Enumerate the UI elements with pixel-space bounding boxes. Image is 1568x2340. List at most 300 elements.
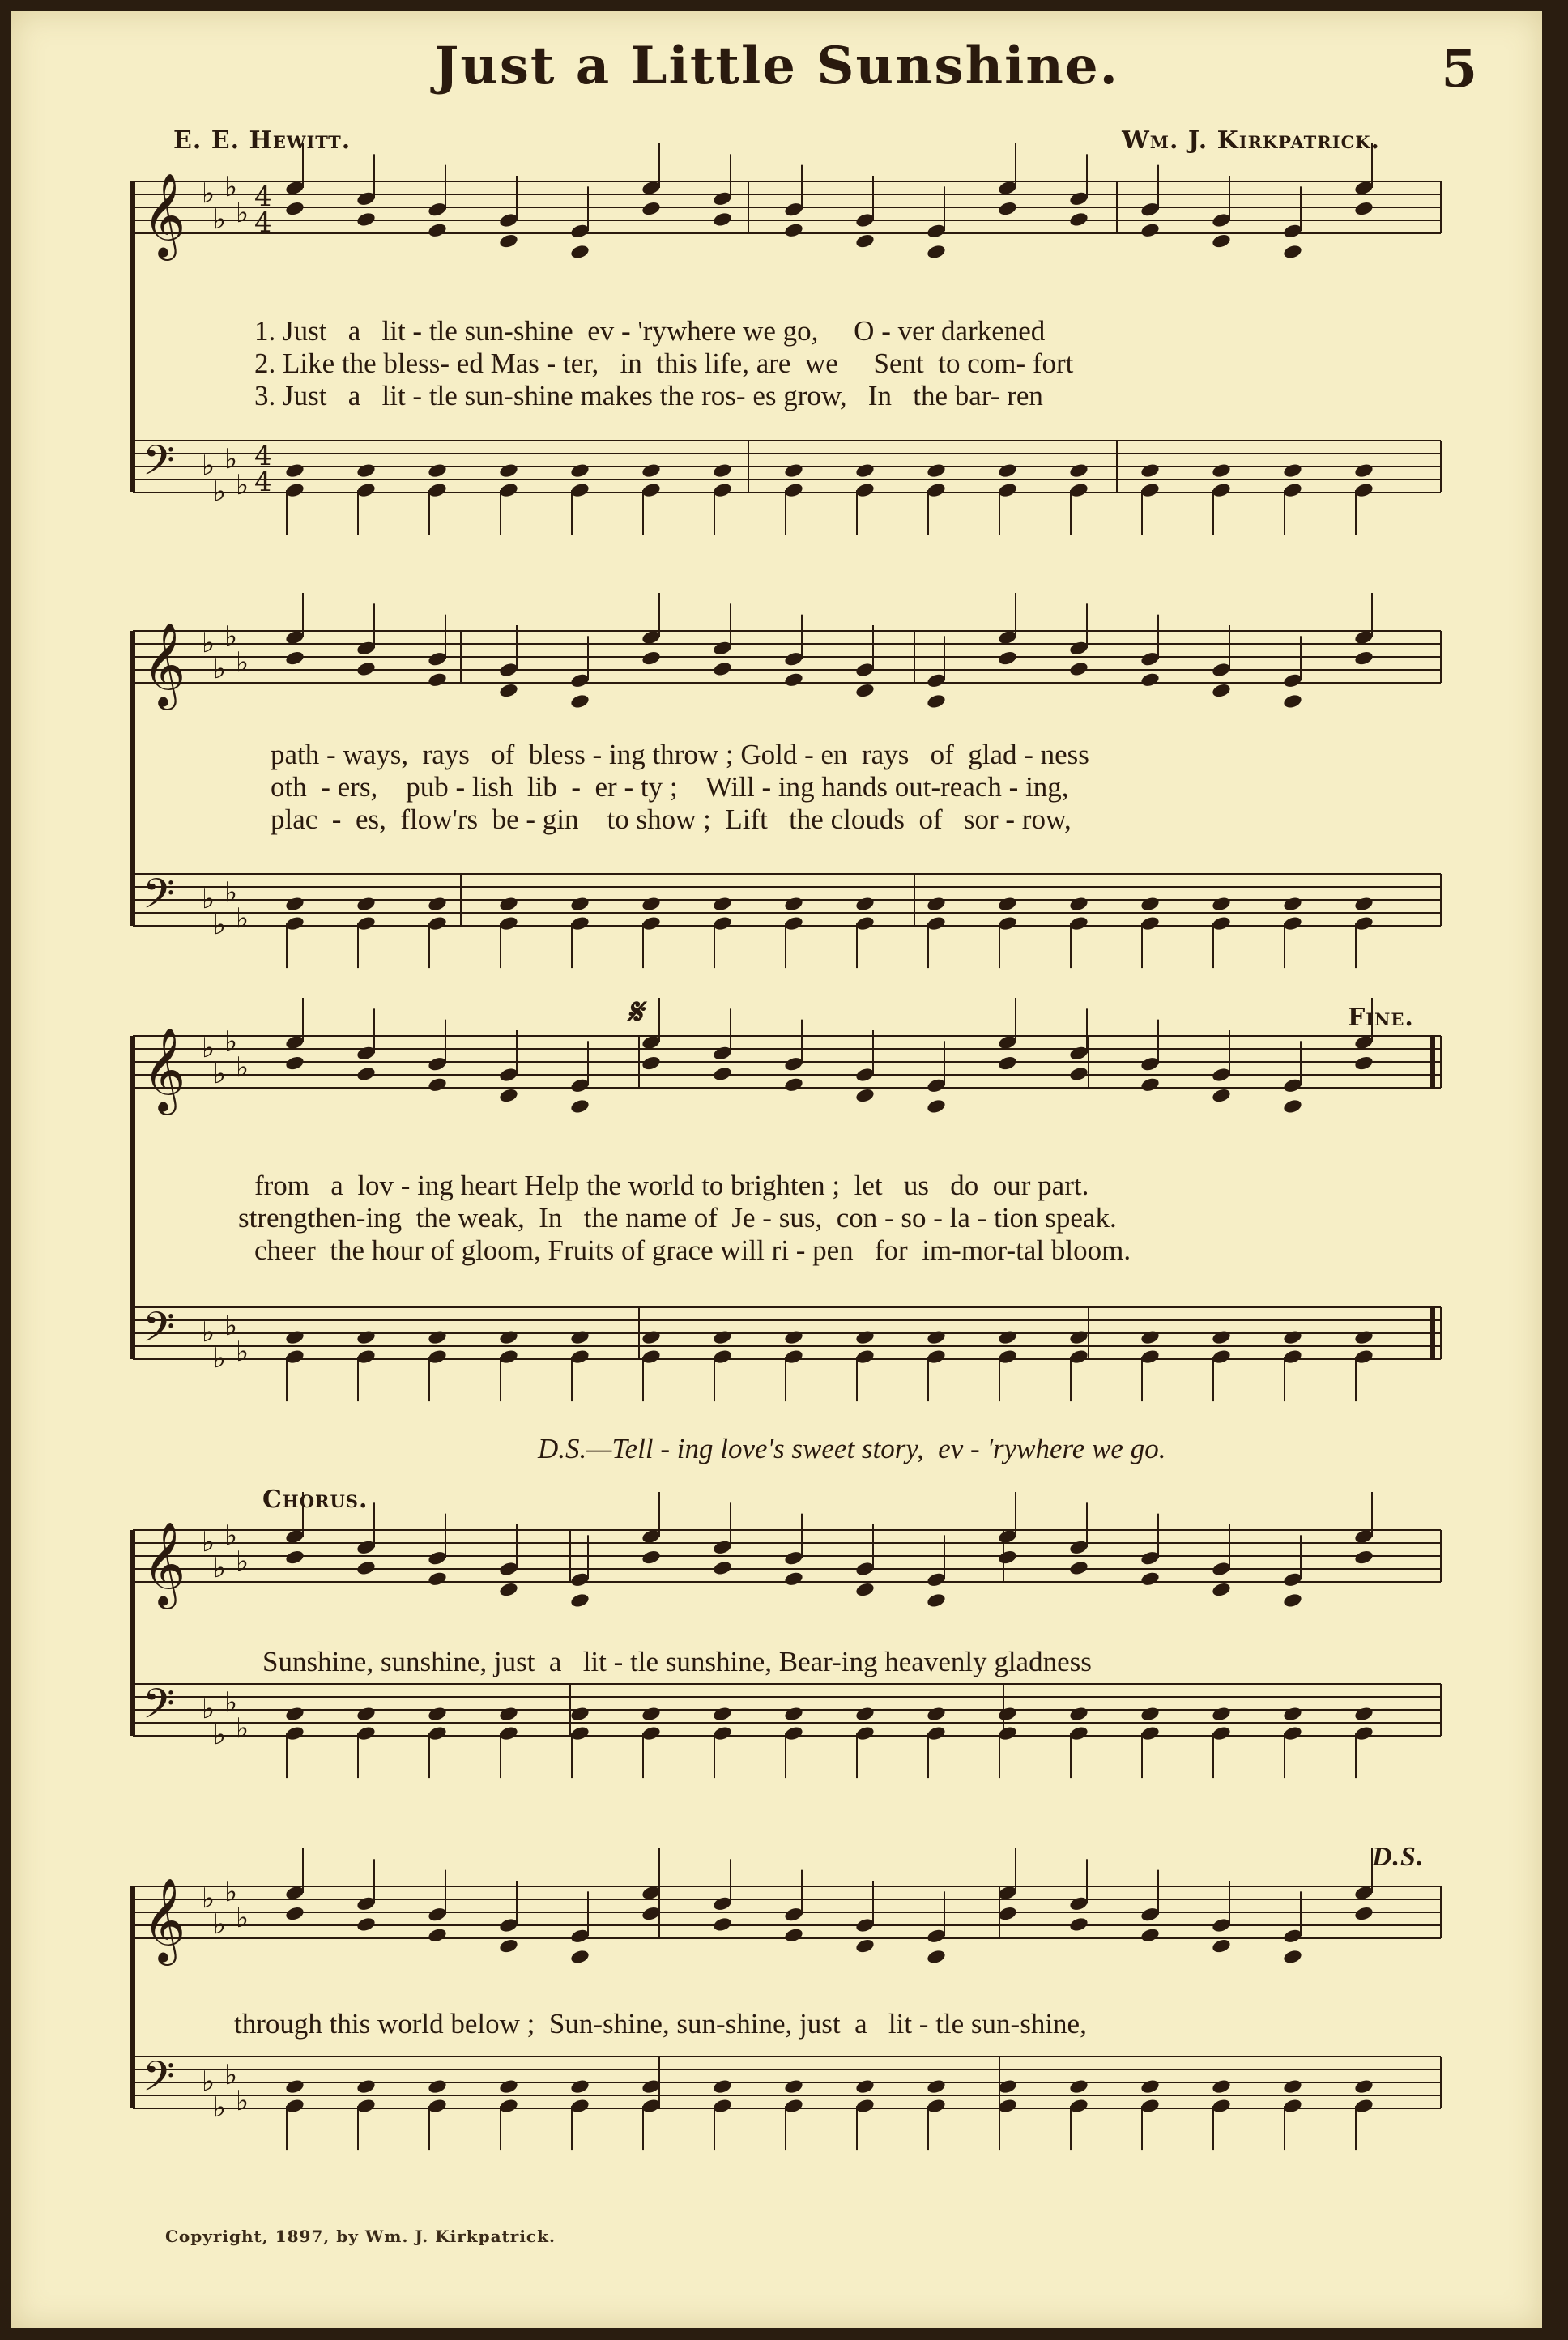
- note-head: [1068, 2098, 1089, 2115]
- note-head: [284, 1055, 305, 1072]
- note-head: [1211, 1561, 1231, 1578]
- flat-icon: ♭: [224, 1310, 238, 1342]
- ds-end-marking: D.S.: [1372, 1842, 1425, 1872]
- note-head: [641, 1706, 661, 1723]
- note-head: [1282, 693, 1302, 710]
- flat-icon: ♭: [202, 1882, 215, 1915]
- note-head: [1140, 671, 1160, 688]
- time-signature: 4: [254, 207, 272, 239]
- note-head: [1140, 1706, 1160, 1723]
- note-head: [356, 2098, 376, 2115]
- note-head: [1068, 896, 1089, 913]
- note-head: [1282, 2078, 1302, 2095]
- note-head: [783, 650, 803, 667]
- note-head: [498, 1067, 518, 1084]
- note-head: [1068, 661, 1089, 678]
- note-head: [783, 222, 803, 239]
- note-head: [712, 190, 732, 207]
- note-head: [427, 671, 447, 688]
- note-head: [427, 1706, 447, 1723]
- fine-marking: Fine.: [1348, 1004, 1414, 1032]
- note-head: [1211, 1937, 1231, 1954]
- note-head: [854, 1581, 875, 1598]
- note-head: [284, 1549, 305, 1566]
- note-head: [498, 1917, 518, 1934]
- note-head: [1140, 1329, 1160, 1346]
- note-head: [1282, 1725, 1302, 1742]
- note-head: [356, 640, 376, 657]
- note-head: [1353, 1329, 1374, 1346]
- note-head: [926, 896, 946, 913]
- note-head: [854, 682, 875, 699]
- note-head: [356, 1329, 376, 1346]
- note-head: [712, 1045, 732, 1062]
- note-head: [1282, 915, 1302, 932]
- note-head: [783, 2098, 803, 2115]
- note-head: [641, 2098, 661, 2115]
- note-head: [783, 915, 803, 932]
- note-head: [641, 1349, 661, 1366]
- note-head: [427, 1927, 447, 1944]
- note-head: [783, 1549, 803, 1566]
- note-head: [1282, 1329, 1302, 1346]
- note-head: [997, 650, 1017, 667]
- note-head: [284, 462, 305, 480]
- treble-clef-icon: 𝄞: [143, 173, 186, 258]
- flat-icon: ♭: [202, 1526, 215, 1558]
- flat-icon: ♭: [213, 1342, 227, 1375]
- note-head: [712, 2078, 732, 2095]
- note-head: [356, 462, 376, 480]
- lyric-line: cheer the hour of gloom, Fruits of grace will ri - pen for im-mor-tal bloom.: [254, 1234, 1131, 1266]
- note-head: [356, 1539, 376, 1556]
- flat-icon: ♭: [224, 443, 238, 475]
- note-head: [641, 482, 661, 499]
- lyric-line: through this world below ; Sun-shine, sun-shine, just a lit - tle sun-shine,: [234, 2008, 1087, 2040]
- note-head: [498, 1561, 518, 1578]
- note-head: [498, 1087, 518, 1104]
- note-head: [1068, 1066, 1089, 1083]
- note-head: [926, 1706, 946, 1723]
- note-head: [1211, 682, 1231, 699]
- note-head: [712, 661, 732, 678]
- note-head: [569, 1592, 590, 1609]
- note-head: [783, 462, 803, 480]
- flat-icon: ♭: [202, 177, 215, 210]
- note-head: [783, 1927, 803, 1944]
- note-head: [926, 1725, 946, 1742]
- note-head: [854, 2098, 875, 2115]
- flat-icon: ♭: [202, 883, 215, 915]
- time-signature: 4: [254, 181, 272, 213]
- note-head: [1068, 915, 1089, 932]
- flat-icon: ♭: [202, 1693, 215, 1725]
- note-head: [854, 1349, 875, 1366]
- note-head: [1211, 1329, 1231, 1346]
- treble-clef-icon: 𝄞: [143, 1878, 186, 1963]
- note-head: [427, 201, 447, 218]
- note-head: [641, 462, 661, 480]
- note-head: [997, 1349, 1017, 1366]
- note-head: [712, 1916, 732, 1933]
- note-head: [783, 1329, 803, 1346]
- note-head: [1353, 2078, 1374, 2095]
- note-head: [427, 1906, 447, 1923]
- note-head: [356, 1560, 376, 1577]
- flat-icon: ♭: [213, 1552, 227, 1584]
- note-head: [854, 462, 875, 480]
- note-head: [783, 1906, 803, 1923]
- note-head: [284, 1706, 305, 1723]
- note-head: [854, 1087, 875, 1104]
- note-head: [569, 223, 590, 240]
- note-head: [284, 896, 305, 913]
- bass-clef-icon: 𝄢: [143, 1302, 175, 1362]
- note-head: [854, 482, 875, 499]
- note-head: [569, 482, 590, 499]
- note-head: [569, 1077, 590, 1094]
- note-head: [498, 2098, 518, 2115]
- note-head: [1140, 1725, 1160, 1742]
- note-head: [1068, 1349, 1089, 1366]
- note-head: [641, 915, 661, 932]
- note-head: [641, 200, 661, 217]
- flat-icon: ♭: [236, 1712, 249, 1745]
- flat-icon: ♭: [236, 902, 249, 935]
- note-head: [356, 1349, 376, 1366]
- note-head: [641, 896, 661, 913]
- note-head: [356, 1045, 376, 1062]
- note-head: [569, 915, 590, 932]
- flat-icon: ♭: [213, 653, 227, 685]
- note-head: [427, 1349, 447, 1366]
- note-head: [356, 1725, 376, 1742]
- note-head: [427, 462, 447, 480]
- note-head: [712, 2098, 732, 2115]
- note-head: [641, 1905, 661, 1922]
- lyric-line: oth - ers, pub - lish lib - er - ty ; Will - ing hands out-reach - ing,: [271, 771, 1069, 803]
- note-head: [997, 915, 1017, 932]
- note-head: [427, 2078, 447, 2095]
- note-head: [926, 2098, 946, 2115]
- note-head: [1140, 1076, 1160, 1093]
- note-head: [1353, 200, 1374, 217]
- note-head: [1068, 1329, 1089, 1346]
- note-head: [1211, 1087, 1231, 1104]
- note-head: [1211, 1706, 1231, 1723]
- note-head: [427, 1549, 447, 1566]
- chorus-label: Chorus.: [262, 1485, 369, 1514]
- note-head: [569, 693, 590, 710]
- note-head: [498, 1349, 518, 1366]
- note-head: [427, 482, 447, 499]
- note-head: [1140, 1349, 1160, 1366]
- note-head: [783, 482, 803, 499]
- note-head: [569, 1349, 590, 1366]
- note-head: [1353, 1349, 1374, 1366]
- note-head: [1282, 244, 1302, 261]
- note-head: [997, 1549, 1017, 1566]
- note-head: [1068, 1895, 1089, 1912]
- note-head: [783, 1725, 803, 1742]
- note-head: [569, 672, 590, 689]
- note-head: [1282, 462, 1302, 480]
- note-head: [498, 482, 518, 499]
- note-head: [1282, 1592, 1302, 1609]
- note-head: [1140, 1055, 1160, 1072]
- note-head: [356, 915, 376, 932]
- note-head: [427, 2098, 447, 2115]
- note-head: [356, 2078, 376, 2095]
- flat-icon: ♭: [213, 203, 227, 236]
- note-head: [926, 1592, 946, 1609]
- note-head: [1211, 1349, 1231, 1366]
- note-head: [997, 1706, 1017, 1723]
- flat-icon: ♭: [236, 1902, 249, 1934]
- note-head: [1353, 1055, 1374, 1072]
- note-head: [569, 244, 590, 261]
- note-head: [284, 1349, 305, 1366]
- note-head: [926, 244, 946, 261]
- note-head: [1068, 2078, 1089, 2095]
- note-head: [641, 1055, 661, 1072]
- note-head: [1353, 1706, 1374, 1723]
- note-head: [997, 1905, 1017, 1922]
- note-head: [498, 1329, 518, 1346]
- time-signature: 4: [254, 440, 272, 472]
- note-head: [284, 200, 305, 217]
- flat-icon: ♭: [224, 876, 238, 909]
- note-head: [1211, 1917, 1231, 1934]
- flat-icon: ♭: [213, 1058, 227, 1090]
- note-head: [712, 640, 732, 657]
- note-head: [854, 2078, 875, 2095]
- note-head: [854, 212, 875, 229]
- flat-icon: ♭: [224, 1520, 238, 1552]
- note-head: [1211, 1067, 1231, 1084]
- hymn-title: Just a Little Sunshine.: [434, 36, 1119, 96]
- note-head: [427, 1329, 447, 1346]
- note-head: [997, 462, 1017, 480]
- note-head: [498, 2078, 518, 2095]
- note-head: [1353, 915, 1374, 932]
- note-head: [1211, 462, 1231, 480]
- note-head: [1068, 1706, 1089, 1723]
- note-head: [926, 1928, 946, 1945]
- note-head: [854, 915, 875, 932]
- note-head: [1140, 2078, 1160, 2095]
- note-head: [1211, 915, 1231, 932]
- note-head: [641, 2078, 661, 2095]
- note-head: [712, 1349, 732, 1366]
- note-head: [1140, 1927, 1160, 1944]
- note-head: [1068, 462, 1089, 480]
- lyric-line: 2. Like the bless- ed Mas - ter, in this life, are we Sent to com- fort: [254, 347, 1074, 379]
- flat-icon: ♭: [236, 469, 249, 501]
- lyric-line: Sunshine, sunshine, just a lit - tle sunshine, Bear-ing heavenly gladness: [262, 1646, 1092, 1677]
- note-head: [854, 232, 875, 249]
- note-head: [498, 232, 518, 249]
- lyricist-credit: E. E. Hewitt.: [173, 126, 352, 155]
- note-head: [997, 482, 1017, 499]
- note-head: [854, 1937, 875, 1954]
- note-head: [284, 2078, 305, 2095]
- note-head: [1211, 1725, 1231, 1742]
- note-head: [569, 1098, 590, 1115]
- time-signature: 4: [254, 466, 272, 498]
- note-head: [783, 201, 803, 218]
- bass-clef-icon: 𝄢: [143, 869, 175, 928]
- flat-icon: ♭: [202, 450, 215, 482]
- flat-icon: ♭: [236, 1336, 249, 1368]
- note-head: [427, 915, 447, 932]
- note-head: [1068, 482, 1089, 499]
- note-head: [783, 896, 803, 913]
- note-head: [1068, 1045, 1089, 1062]
- note-head: [926, 1949, 946, 1966]
- note-head: [712, 462, 732, 480]
- note-head: [1353, 482, 1374, 499]
- note-head: [1353, 1725, 1374, 1742]
- note-head: [284, 915, 305, 932]
- note-head: [356, 1895, 376, 1912]
- note-head: [926, 2078, 946, 2095]
- note-head: [1068, 640, 1089, 657]
- note-head: [356, 1916, 376, 1933]
- note-head: [1140, 650, 1160, 667]
- note-head: [427, 1076, 447, 1093]
- lyric-line: 3. Just a lit - tle sun-shine makes the ros- es grow, In the bar- ren: [254, 380, 1043, 411]
- page-number: 5: [1441, 39, 1477, 100]
- note-head: [926, 482, 946, 499]
- note-head: [1282, 2098, 1302, 2115]
- note-head: [1211, 2078, 1231, 2095]
- note-head: [1211, 232, 1231, 249]
- note-head: [1140, 482, 1160, 499]
- note-head: [284, 650, 305, 667]
- note-head: [783, 1706, 803, 1723]
- note-head: [783, 1571, 803, 1588]
- note-head: [1068, 1539, 1089, 1556]
- note-head: [854, 1917, 875, 1934]
- flat-icon: ♭: [213, 909, 227, 941]
- flat-icon: ♭: [236, 1051, 249, 1084]
- note-head: [783, 2078, 803, 2095]
- note-head: [569, 2098, 590, 2115]
- note-head: [712, 1329, 732, 1346]
- note-head: [1211, 662, 1231, 679]
- note-head: [997, 200, 1017, 217]
- note-head: [427, 896, 447, 913]
- note-head: [1211, 896, 1231, 913]
- note-head: [1353, 1905, 1374, 1922]
- note-head: [712, 482, 732, 499]
- note-head: [712, 896, 732, 913]
- note-head: [1282, 1928, 1302, 1945]
- note-head: [1282, 1571, 1302, 1588]
- note-head: [1282, 1098, 1302, 1115]
- note-head: [926, 462, 946, 480]
- note-head: [997, 896, 1017, 913]
- note-head: [854, 662, 875, 679]
- note-head: [854, 1725, 875, 1742]
- note-head: [356, 896, 376, 913]
- flat-icon: ♭: [224, 620, 238, 653]
- note-head: [1353, 1549, 1374, 1566]
- bass-clef-icon: 𝄢: [143, 2052, 175, 2111]
- note-head: [427, 650, 447, 667]
- flat-icon: ♭: [213, 1719, 227, 1751]
- note-head: [1140, 201, 1160, 218]
- note-head: [356, 211, 376, 228]
- note-head: [1068, 1916, 1089, 1933]
- flat-icon: ♭: [224, 1686, 238, 1719]
- note-head: [641, 650, 661, 667]
- treble-clef-icon: 𝄞: [143, 1521, 186, 1606]
- note-head: [712, 1725, 732, 1742]
- note-head: [712, 1895, 732, 1912]
- note-head: [1140, 462, 1160, 480]
- note-head: [427, 222, 447, 239]
- note-head: [854, 896, 875, 913]
- note-head: [1068, 190, 1089, 207]
- note-head: [997, 2098, 1017, 2115]
- flat-icon: ♭: [213, 2091, 227, 2124]
- lyric-line: plac - es, flow'rs be - gin to show ; Lift the clouds of sor - row,: [271, 803, 1072, 835]
- flat-icon: ♭: [213, 1908, 227, 1941]
- note-head: [712, 1706, 732, 1723]
- note-head: [498, 682, 518, 699]
- lyric-line: from a lov - ing heart Help the world to brighten ; let us do our part.: [254, 1170, 1089, 1201]
- composer-credit: Wm. J. Kirkpatrick.: [1122, 126, 1380, 155]
- note-head: [712, 1539, 732, 1556]
- flat-icon: ♭: [236, 2085, 249, 2117]
- note-head: [1140, 222, 1160, 239]
- note-head: [498, 1937, 518, 1954]
- note-head: [1140, 1906, 1160, 1923]
- note-head: [1353, 896, 1374, 913]
- note-head: [569, 1329, 590, 1346]
- note-head: [569, 1725, 590, 1742]
- note-head: [926, 1077, 946, 1094]
- note-head: [1211, 212, 1231, 229]
- note-head: [356, 1066, 376, 1083]
- flat-icon: ♭: [202, 627, 215, 659]
- note-head: [854, 1067, 875, 1084]
- note-head: [569, 1706, 590, 1723]
- note-head: [1353, 462, 1374, 480]
- lyric-line: strengthen-ing the weak, In the name of Je - sus, con - so - la - tion speak.: [238, 1202, 1117, 1234]
- note-head: [284, 482, 305, 499]
- note-head: [783, 671, 803, 688]
- note-head: [498, 1581, 518, 1598]
- note-head: [498, 1725, 518, 1742]
- copyright-notice: Copyright, 1897, by Wm. J. Kirkpatrick.: [165, 2227, 556, 2246]
- note-head: [854, 1329, 875, 1346]
- flat-icon: ♭: [224, 1876, 238, 1908]
- note-head: [1282, 896, 1302, 913]
- note-head: [284, 1725, 305, 1742]
- note-head: [498, 896, 518, 913]
- note-head: [926, 672, 946, 689]
- lyric-line: 1. Just a lit - tle sun-shine ev - 'rywhere we go, O - ver darkened: [254, 315, 1046, 347]
- ds-instruction: D.S.—Tell - ing love's sweet story, ev - 'rywhere we go.: [538, 1433, 1166, 1464]
- note-head: [783, 1349, 803, 1366]
- flat-icon: ♭: [202, 2065, 215, 2098]
- note-head: [1211, 2098, 1231, 2115]
- note-head: [926, 1098, 946, 1115]
- note-head: [1140, 896, 1160, 913]
